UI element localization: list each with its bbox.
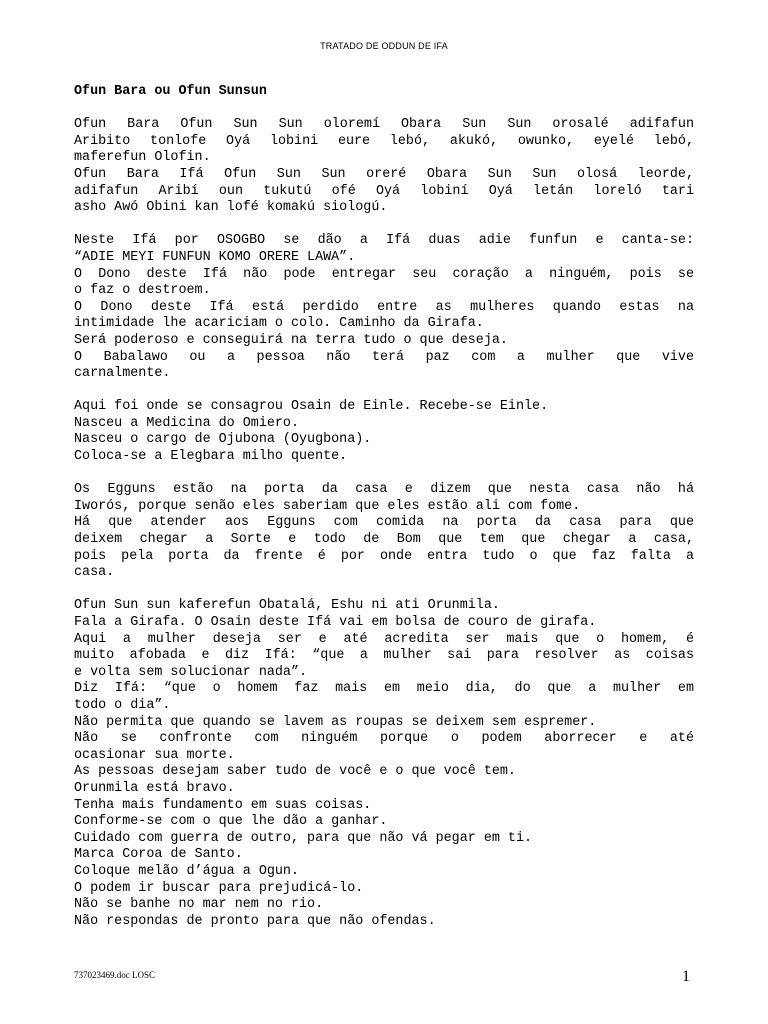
paragraph	[74, 399, 694, 465]
text-line: Ofun Bara Ifá Ofun Sun Sun oreré Obara Sun Sun olosá leorde,	[74, 166, 694, 182]
text-line: intimidade lhe acariciam o colo. Caminho da Girafa.	[74, 316, 484, 332]
text-line: Cuidado com guerra de outro, para que não vá pegar em ti.	[74, 830, 533, 846]
page-number: 1	[682, 968, 690, 985]
text-line: muito afobada e diz Ifá: “que a mulher sai para resolver as coisas	[74, 648, 694, 664]
text-line: casa.	[74, 565, 115, 581]
text-line: Diz Ifá: “que o homem faz mais em meio dia, do que a mulher em	[74, 681, 694, 697]
text-line: Iworós, porque senão eles saberiam que eles estão ali com fome.	[74, 498, 581, 514]
paragraph	[74, 598, 694, 930]
text-line: Aqui a mulher deseja ser e até acredita ser mais que o homem, é	[74, 631, 694, 647]
text-line: asho Awó Obini kan lofé komakú siologú.	[74, 200, 388, 216]
text-line: Marca Coroa de Santo.	[74, 847, 243, 863]
text-line: Não se confronte com ninguém porque o podem aborrecer e até	[74, 731, 694, 747]
text-line: O podem ir buscar para prejudicá-lo.	[74, 880, 364, 896]
paragraph	[74, 233, 694, 382]
text-line: adifafun Aribí oun tukutú ofé Oyá lobiní Oyá letán loreló tari	[74, 183, 694, 199]
text-line: “ADIE MEYI FUNFUN KOMO ORERE LAWA”.	[74, 249, 356, 265]
paragraph-container	[74, 117, 694, 930]
text-line: maferefun Olofin.	[74, 150, 211, 166]
text-line: deixem chegar a Sorte e todo de Bom que tem que chegar a casa,	[74, 532, 694, 548]
text-line: Coloque melão d’água a Ogun.	[74, 863, 299, 879]
text-line: Ofun Sun sun kaferefun Obatalá, Eshu ni ati Orunmila.	[74, 598, 500, 614]
text-line: pois pela porta da frente é por onde entra tudo o que faz falta a	[74, 548, 694, 564]
text-line: Fala a Girafa. O Osain deste Ifá vai em bolsa de couro de girafa.	[74, 615, 597, 630]
text-line: Não permita que quando se lavem as roupas se deixem sem espremer.	[74, 714, 597, 730]
text-line: carnalmente.	[74, 366, 171, 382]
text-line: Aqui foi onde se consagrou Osain de Einle. Recebe-se Einle.	[74, 399, 549, 415]
text-line: e volta sem solucionar nada”.	[74, 664, 308, 680]
text-line: Os Egguns estão na porta da casa e dizem que nesta casa não há	[74, 482, 694, 498]
text-line: As pessoas desejam saber tudo de você e o que você tem.	[74, 764, 516, 780]
text-line: O Dono deste Ifá está perdido entre as mulheres quando estas na	[74, 299, 694, 315]
text-line: Neste Ifá por OSOGBO se dão a Ifá duas adie funfun e canta-se:	[74, 233, 694, 249]
text-line: O Babalawo ou a pessoa não terá paz com a mulher que vive	[74, 349, 694, 365]
text-line: o faz o destroem.	[74, 283, 211, 299]
text-line: todo o dia”.	[74, 697, 171, 713]
text-line: Tenha mais fundamento em suas coisas.	[74, 797, 372, 813]
footer-file-name: 737023469.doc LOSC	[74, 970, 155, 980]
text-line: Ofun Bara Ofun Sun Sun oloremí Obara Sun Sun orosalé adifafun	[74, 117, 694, 133]
text-line: Orunmila está bravo.	[74, 780, 235, 796]
paragraph	[74, 482, 694, 582]
text-line: Nasceu a Medicina do Omiero.	[74, 415, 299, 431]
text-line: Será poderoso e conseguirá na terra tudo o que deseja.	[74, 332, 508, 348]
paragraph	[74, 117, 694, 217]
text-line: Há que atender aos Egguns com comida na porta da casa para que	[74, 515, 694, 531]
text-line: Coloca-se a Elegbara milho quente.	[74, 449, 348, 465]
section-title: Ofun Bara ou Ofun Sunsun	[74, 84, 267, 99]
text-line: Conforme-se com o que lhe dão a ganhar.	[74, 814, 388, 830]
text-line: Nasceu o cargo de Ojubona (Oyugbona).	[74, 432, 372, 448]
text-line: Não respondas de pronto para que não ofendas.	[74, 913, 436, 929]
text-line: Não se banhe no mar nem no rio.	[74, 897, 324, 913]
text-line: ocasionar sua morte.	[74, 747, 235, 763]
text-line: O Dono deste Ifá não pode entregar seu coração a ninguém, pois se	[74, 266, 694, 282]
page-header: TRATADO DE ODDUN DE IFA	[320, 41, 448, 51]
text-line: Aribito tonlofe Oyá lobini eure lebó, akukó, owunko, eyelé lebó,	[74, 133, 694, 149]
document-body	[74, 84, 694, 947]
